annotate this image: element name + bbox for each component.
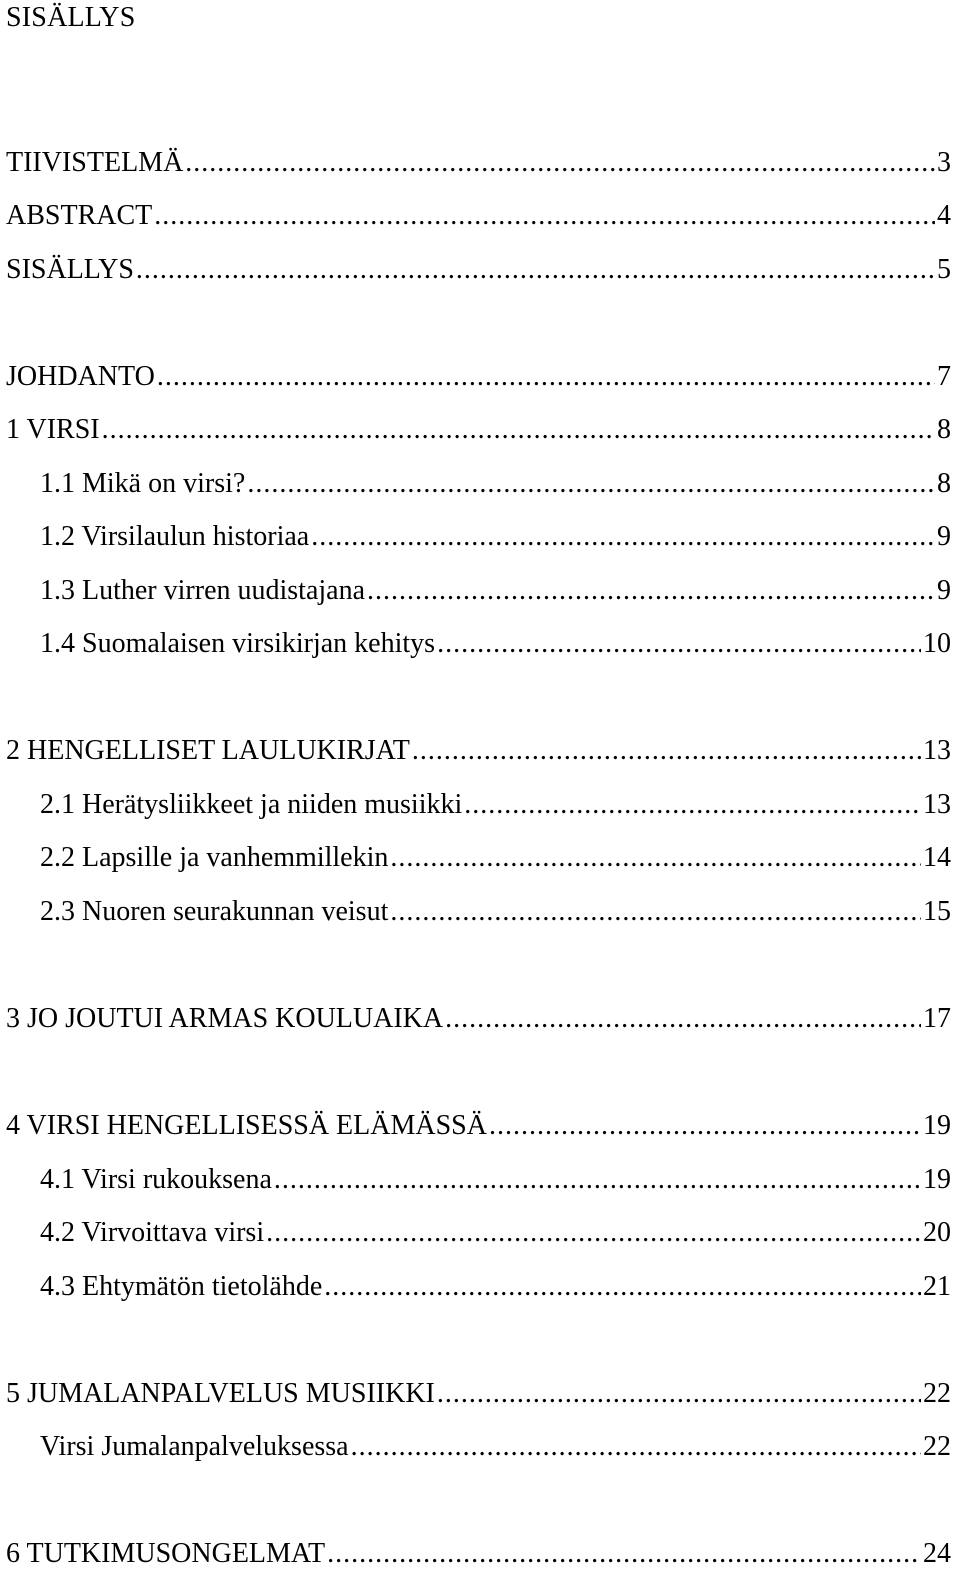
toc-entry-title: TIIVISTELMÄ bbox=[6, 147, 184, 178]
toc-entry-page: 24 bbox=[923, 1538, 951, 1569]
toc-entry-chapter-5[interactable] bbox=[6, 1377, 956, 1411]
toc-entry-title: JOHDANTO bbox=[6, 361, 155, 392]
toc-entry-section-1-4[interactable] bbox=[40, 627, 956, 661]
toc-entry-page: 15 bbox=[923, 896, 951, 927]
toc-dot-leader bbox=[247, 467, 935, 501]
toc-entry-page: 20 bbox=[923, 1217, 951, 1248]
toc-dot-leader bbox=[437, 627, 921, 661]
toc-dot-leader bbox=[274, 1163, 921, 1197]
toc-entry-title: 1 VIRSI bbox=[6, 414, 100, 445]
toc-entry-page: 17 bbox=[923, 1003, 951, 1034]
toc-dot-leader bbox=[489, 1109, 921, 1143]
toc-dot-leader bbox=[437, 1377, 921, 1411]
toc-entry-section-4-2[interactable] bbox=[40, 1216, 956, 1250]
toc-entry-title: 4 VIRSI HENGELLISESSÄ ELÄMÄSSÄ bbox=[6, 1110, 487, 1141]
toc-entry-title: Virsi Jumalanpalveluksessa bbox=[40, 1431, 349, 1462]
toc-entry-title: 3 JO JOUTUI ARMAS KOULUAIKA bbox=[6, 1003, 444, 1034]
toc-entry-chapter-1[interactable] bbox=[6, 413, 956, 447]
toc-entry-page: 9 bbox=[937, 575, 951, 606]
toc-entry-johdanto[interactable] bbox=[6, 360, 956, 394]
toc-dot-leader bbox=[390, 895, 921, 929]
page-title: SISÄLLYS bbox=[6, 2, 136, 33]
toc-entry-title: SISÄLLYS bbox=[6, 254, 134, 285]
toc-dot-leader bbox=[157, 360, 935, 394]
toc-entry-page: 21 bbox=[923, 1271, 951, 1302]
toc-entry-abstract[interactable] bbox=[6, 199, 956, 233]
toc-entry-title: 1.3 Luther virren uudistajana bbox=[40, 575, 366, 606]
toc-entry-title: 2.2 Lapsille ja vanhemmillekin bbox=[40, 842, 389, 873]
toc-entry-page: 7 bbox=[937, 361, 951, 392]
toc-entry-title: 4.3 Ehtymätön tietolähde bbox=[40, 1271, 323, 1302]
toc-dot-leader bbox=[327, 1537, 921, 1571]
toc-entry-page: 8 bbox=[937, 414, 951, 445]
toc-dot-leader bbox=[136, 253, 935, 287]
toc-entry-title: 4.1 Virsi rukouksena bbox=[40, 1164, 272, 1195]
toc-dot-leader bbox=[351, 1430, 921, 1464]
toc-entry-page: 9 bbox=[937, 521, 951, 552]
toc-dot-leader bbox=[445, 1002, 921, 1036]
toc-entry-page: 19 bbox=[923, 1110, 951, 1141]
toc-dot-leader bbox=[412, 734, 921, 768]
toc-entry-section-2-2[interactable] bbox=[40, 841, 956, 875]
toc-entry-title: 1.1 Mikä on virsi? bbox=[40, 468, 246, 499]
toc-entry-section-1-2[interactable] bbox=[40, 520, 956, 554]
toc-entry-title: ABSTRACT bbox=[6, 200, 153, 231]
toc-entry-page: 14 bbox=[923, 842, 951, 873]
toc-entry-page: 19 bbox=[923, 1164, 951, 1195]
toc-entry-chapter-2[interactable] bbox=[6, 734, 956, 768]
toc-dot-leader bbox=[464, 788, 921, 822]
toc-entry-page: 8 bbox=[937, 468, 951, 499]
toc-dot-leader bbox=[324, 1270, 921, 1304]
toc-dot-leader bbox=[185, 146, 935, 180]
toc-entry-tiivistelma[interactable] bbox=[6, 146, 956, 180]
toc-entry-page: 22 bbox=[923, 1431, 951, 1462]
toc-entry-section-4-1[interactable] bbox=[40, 1163, 956, 1197]
toc-entry-title: 4.2 Virvoittava virsi bbox=[40, 1217, 265, 1248]
toc-entry-page: 4 bbox=[937, 200, 951, 231]
toc-entry-page: 5 bbox=[937, 254, 951, 285]
toc-entry-title: 2.3 Nuoren seurakunnan veisut bbox=[40, 896, 389, 927]
toc-entry-chapter-3[interactable] bbox=[6, 1002, 956, 1036]
toc-entry-page: 13 bbox=[923, 735, 951, 766]
toc-dot-leader bbox=[390, 841, 921, 875]
toc-entry-title: 2 HENGELLISET LAULUKIRJAT bbox=[6, 735, 410, 766]
toc-entry-page: 13 bbox=[923, 789, 951, 820]
toc-dot-leader bbox=[311, 520, 935, 554]
toc-entry-section-4-3[interactable] bbox=[40, 1270, 956, 1304]
toc-entry-chapter-6[interactable] bbox=[6, 1537, 956, 1571]
toc-dot-leader bbox=[266, 1216, 921, 1250]
toc-entry-section-1-3[interactable] bbox=[40, 574, 956, 608]
toc-entry-section-2-3[interactable] bbox=[40, 895, 956, 929]
toc-dot-leader bbox=[154, 199, 935, 233]
toc-entry-page: 3 bbox=[937, 147, 951, 178]
toc-dot-leader bbox=[102, 413, 935, 447]
toc-entry-page: 10 bbox=[923, 628, 951, 659]
toc-entry-section-5-1[interactable] bbox=[40, 1430, 956, 1464]
toc-entry-title: 2.1 Herätysliikkeet ja niiden musiikki bbox=[40, 789, 463, 820]
toc-entry-title: 6 TUTKIMUSONGELMAT bbox=[6, 1538, 326, 1569]
toc-entry-page: 22 bbox=[923, 1378, 951, 1409]
toc-dot-leader bbox=[367, 574, 935, 608]
toc-entry-sisallys[interactable] bbox=[6, 253, 956, 287]
toc-entry-section-1-1[interactable] bbox=[40, 467, 956, 501]
toc-entry-chapter-4[interactable] bbox=[6, 1109, 956, 1143]
toc-entry-title: 5 JUMALANPALVELUS MUSIIKKI bbox=[6, 1378, 435, 1409]
toc-entry-title: 1.2 Virsilaulun historiaa bbox=[40, 521, 310, 552]
toc-entry-section-2-1[interactable] bbox=[40, 788, 956, 822]
toc-entry-title: 1.4 Suomalaisen virsikirjan kehitys bbox=[40, 628, 436, 659]
